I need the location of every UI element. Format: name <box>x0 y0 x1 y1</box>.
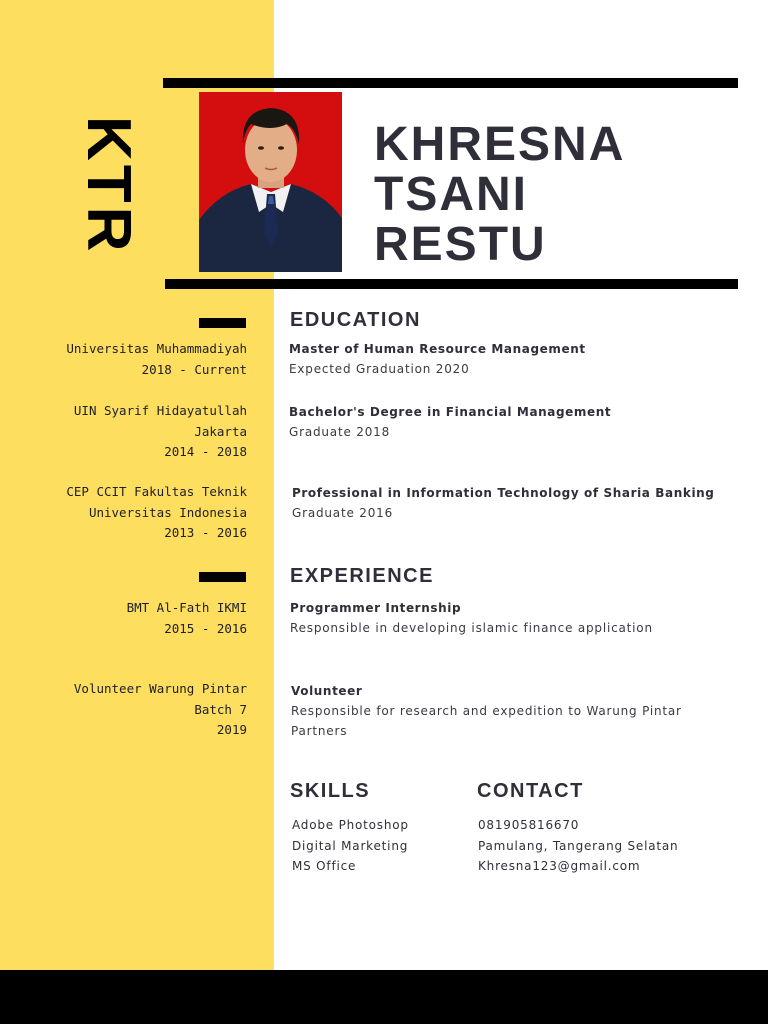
school-line: CEP CCIT Fakultas Teknik <box>66 484 247 499</box>
experience-marker-bar <box>199 572 246 582</box>
contact-list <box>478 815 678 877</box>
degree-title: Bachelor's Degree in Financial Management <box>289 405 612 419</box>
org-line: 2019 <box>216 722 247 737</box>
skills-list <box>292 815 409 877</box>
school-line: Universitas Muhammadiyah <box>66 341 247 356</box>
degree-detail: Graduate 2016 <box>292 506 394 520</box>
education-heading: EDUCATION <box>290 309 421 331</box>
footer-bar <box>0 970 768 1024</box>
name-line: KHRESNA <box>374 118 626 171</box>
experience-heading: EXPERIENCE <box>290 565 434 587</box>
experience-entry-2 <box>291 681 682 741</box>
education-entry-1 <box>289 339 586 379</box>
school-line: UIN Syarif Hidayatullah <box>73 403 247 418</box>
experience-org-1 <box>127 598 247 639</box>
org-line: BMT Al-Fath IKMI <box>126 600 247 615</box>
experience-entry-1 <box>290 598 653 638</box>
education-entry-3 <box>292 483 715 523</box>
contact-address: Pamulang, Tangerang Selatan <box>478 838 679 853</box>
org-line: 2015 - 2016 <box>164 620 247 636</box>
role-title: Volunteer <box>291 684 363 698</box>
education-school-3 <box>66 482 247 544</box>
degree-title: Master of Human Resource Management <box>289 342 586 356</box>
degree-title: Professional in Information Technology of Sharia Banking <box>292 486 715 500</box>
contact-email: Khresna123@gmail.com <box>478 859 641 873</box>
education-marker-bar <box>199 318 246 328</box>
degree-detail: Graduate 2018 <box>289 425 391 439</box>
school-line: Jakarta <box>194 423 247 439</box>
degree-detail: Expected Graduation 2020 <box>289 362 470 376</box>
contact-phone: 081905816670 <box>478 818 580 832</box>
name-line: RESTU <box>374 218 547 271</box>
education-school-2 <box>74 401 247 463</box>
header-rule-top <box>163 78 738 88</box>
school-line: 2014 - 2018 <box>164 444 247 459</box>
header-rule-bottom <box>165 279 738 289</box>
role-detail: Responsible for research and expedition to Warung Pintar <box>291 704 682 718</box>
profile-photo <box>199 92 342 272</box>
school-line: 2013 - 2016 <box>164 525 247 540</box>
skills-heading: SKILLS <box>290 780 371 802</box>
name-line: TSANI <box>374 168 528 221</box>
education-entry-2 <box>289 402 611 442</box>
skill-item: Digital Marketing <box>292 838 409 853</box>
experience-org-2 <box>74 679 247 741</box>
full-name <box>374 120 625 270</box>
skill-item: MS Office <box>292 859 357 873</box>
org-line: Batch 7 <box>194 701 247 717</box>
role-title: Programmer Internship <box>290 601 462 615</box>
education-school-1 <box>66 339 247 380</box>
contact-heading: CONTACT <box>477 780 584 802</box>
skill-item: Adobe Photoshop <box>292 818 409 832</box>
school-line: 2018 - Current <box>141 361 247 377</box>
role-detail: Partners <box>291 724 348 738</box>
org-line: Volunteer Warung Pintar <box>73 681 247 696</box>
monogram: KTR <box>74 116 143 256</box>
school-line: Universitas Indonesia <box>88 504 247 520</box>
role-detail: Responsible in developing islamic finance application <box>290 621 653 635</box>
